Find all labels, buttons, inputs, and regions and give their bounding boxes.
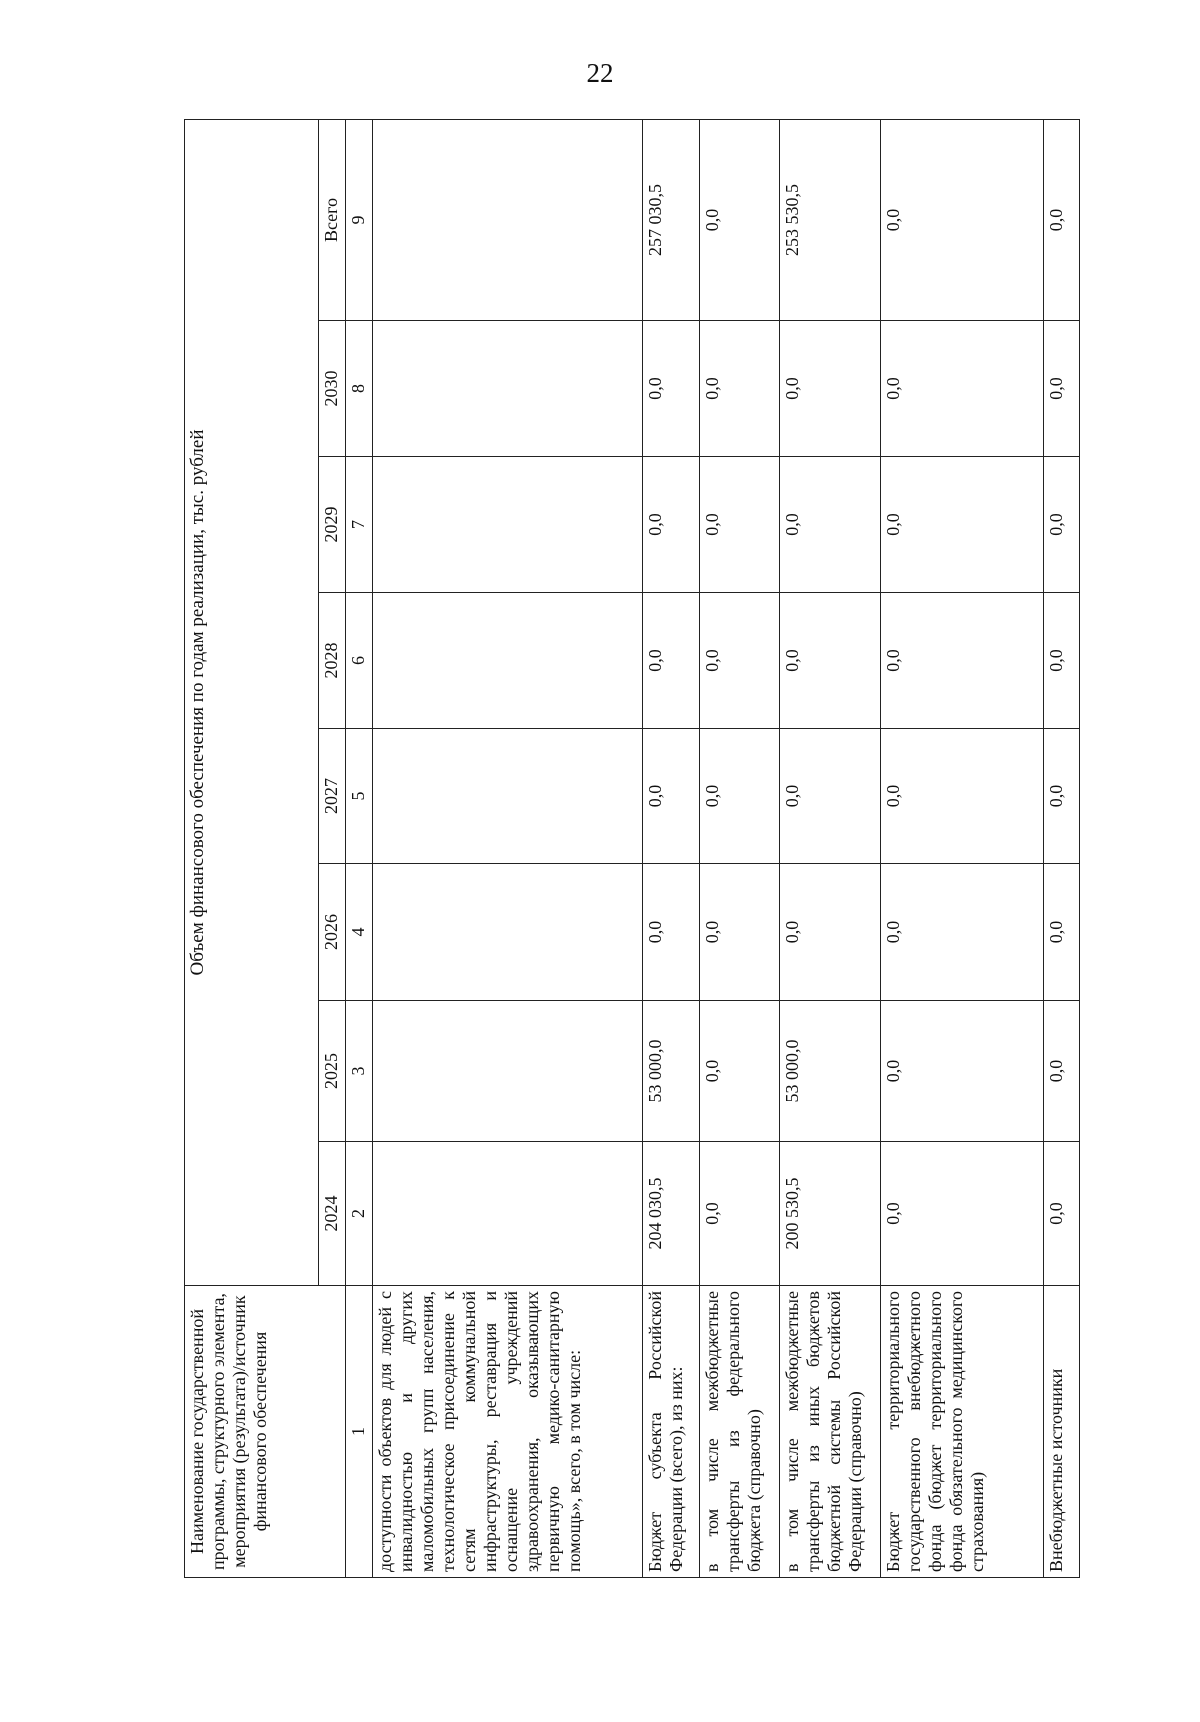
row-label-cell: Бюджет субъекта Российской Федерации (всего), из них: [642, 1286, 699, 1578]
value-cell: 0,0 [779, 593, 880, 729]
column-number-cell: 2 [345, 1142, 372, 1286]
table-row [372, 119, 642, 1577]
value-cell: 0,0 [700, 1001, 779, 1142]
column-number-cell: 7 [345, 457, 372, 593]
total-cell: 0,0 [700, 119, 779, 320]
table-row [1044, 119, 1080, 1577]
row-label-cell: Внебюджетные источники [1044, 1286, 1080, 1578]
value-cell [372, 321, 642, 457]
value-cell: 0,0 [1044, 1001, 1080, 1142]
year-cell: 2025 [318, 1001, 345, 1142]
table-row [880, 119, 1044, 1577]
total-cell: 0,0 [1044, 119, 1080, 320]
value-cell [372, 864, 642, 1001]
row-label-cell: Бюджет территориального государственного внебюджетного фонда (бюджет территориального фонда обязательного медицинского страхования) [880, 1286, 1044, 1578]
value-cell: 0,0 [700, 729, 779, 864]
value-cell: 0,0 [1044, 321, 1080, 457]
column-number-cell: 1 [345, 1286, 372, 1578]
value-cell [372, 729, 642, 864]
value-cell: 0,0 [880, 864, 1044, 1001]
value-cell: 0,0 [642, 321, 699, 457]
year-cell: 2024 [318, 1142, 345, 1286]
value-cell: 0,0 [779, 729, 880, 864]
value-cell: 53 000,0 [779, 1001, 880, 1142]
value-cell [372, 593, 642, 729]
page-number: 22 [586, 58, 614, 88]
value-cell [372, 1001, 642, 1142]
column-number-cell: 3 [345, 1001, 372, 1142]
year-cell: 2026 [318, 864, 345, 1001]
value-cell: 200 530,5 [779, 1142, 880, 1286]
table-row [700, 119, 779, 1577]
column-number-cell: 4 [345, 864, 372, 1001]
value-cell: 0,0 [779, 864, 880, 1001]
value-cell: 0,0 [700, 1142, 779, 1286]
total-cell: 257 030,5 [642, 119, 699, 320]
rotated-table-container [184, 120, 1080, 1578]
column-number-cell: 6 [345, 593, 372, 729]
value-cell: 0,0 [779, 321, 880, 457]
value-cell: 0,0 [700, 864, 779, 1001]
column-number-cell: 5 [345, 729, 372, 864]
value-cell: 0,0 [880, 1142, 1044, 1286]
value-cell: 0,0 [642, 729, 699, 864]
year-cell: 2030 [318, 321, 345, 457]
header-row [185, 119, 319, 1577]
table-row [779, 119, 880, 1577]
total-cell: 253 530,5 [779, 119, 880, 320]
year-cell: 2028 [318, 593, 345, 729]
value-cell: 0,0 [880, 593, 1044, 729]
column-number-cell: 9 [345, 119, 372, 320]
financing-table [184, 119, 1080, 1578]
value-cell: 0,0 [1044, 1142, 1080, 1286]
value-cell [372, 457, 642, 593]
value-cell: 0,0 [700, 321, 779, 457]
value-cell: 0,0 [700, 593, 779, 729]
row-label-cell: в том числе межбюджетные трансферты из иных бюджетов бюджетной системы Российской Федерации (справочно) [779, 1286, 880, 1578]
value-cell: 0,0 [700, 457, 779, 593]
value-cell: 0,0 [880, 1001, 1044, 1142]
year-cell: 2029 [318, 457, 345, 593]
value-cell: 0,0 [880, 321, 1044, 457]
value-cell: 204 030,5 [642, 1142, 699, 1286]
header-name-cell: Наименование государственной программы, структурного элемента, мероприятия (результата)/источник финансового обеспечения [185, 1286, 346, 1578]
column-numbers-row [345, 119, 372, 1577]
year-cell: 2027 [318, 729, 345, 864]
value-cell: 0,0 [880, 729, 1044, 864]
table-row [642, 119, 699, 1577]
row-label-cell: в том числе межбюджетные трансферты из федерального бюджета (справочно) [700, 1286, 779, 1578]
value-cell: 0,0 [642, 864, 699, 1001]
value-cell: 0,0 [1044, 864, 1080, 1001]
value-cell: 0,0 [1044, 593, 1080, 729]
column-number-cell: 8 [345, 321, 372, 457]
value-cell: 0,0 [779, 457, 880, 593]
row-label-cell: доступности объектов для людей с инвалидностью и других маломобильных групп населения, технологическое присоединение к сетям коммунальной инфраструктуры, реставрация и оснащение учреждений здравоохранения, оказывающих первичную медико-санитарную помощь», всего, в том числе: [372, 1286, 642, 1578]
value-cell: 0,0 [642, 593, 699, 729]
total-cell: 0,0 [880, 119, 1044, 320]
value-cell: 0,0 [880, 457, 1044, 593]
header-volume-cell: Объем финансового обеспечения по годам реализации, тыс. рублей [185, 119, 319, 1285]
total-cell [372, 119, 642, 320]
value-cell: 53 000,0 [642, 1001, 699, 1142]
value-cell: 0,0 [1044, 457, 1080, 593]
value-cell [372, 1142, 642, 1286]
total-header-cell: Всего [318, 119, 345, 320]
value-cell: 0,0 [1044, 729, 1080, 864]
value-cell: 0,0 [642, 457, 699, 593]
